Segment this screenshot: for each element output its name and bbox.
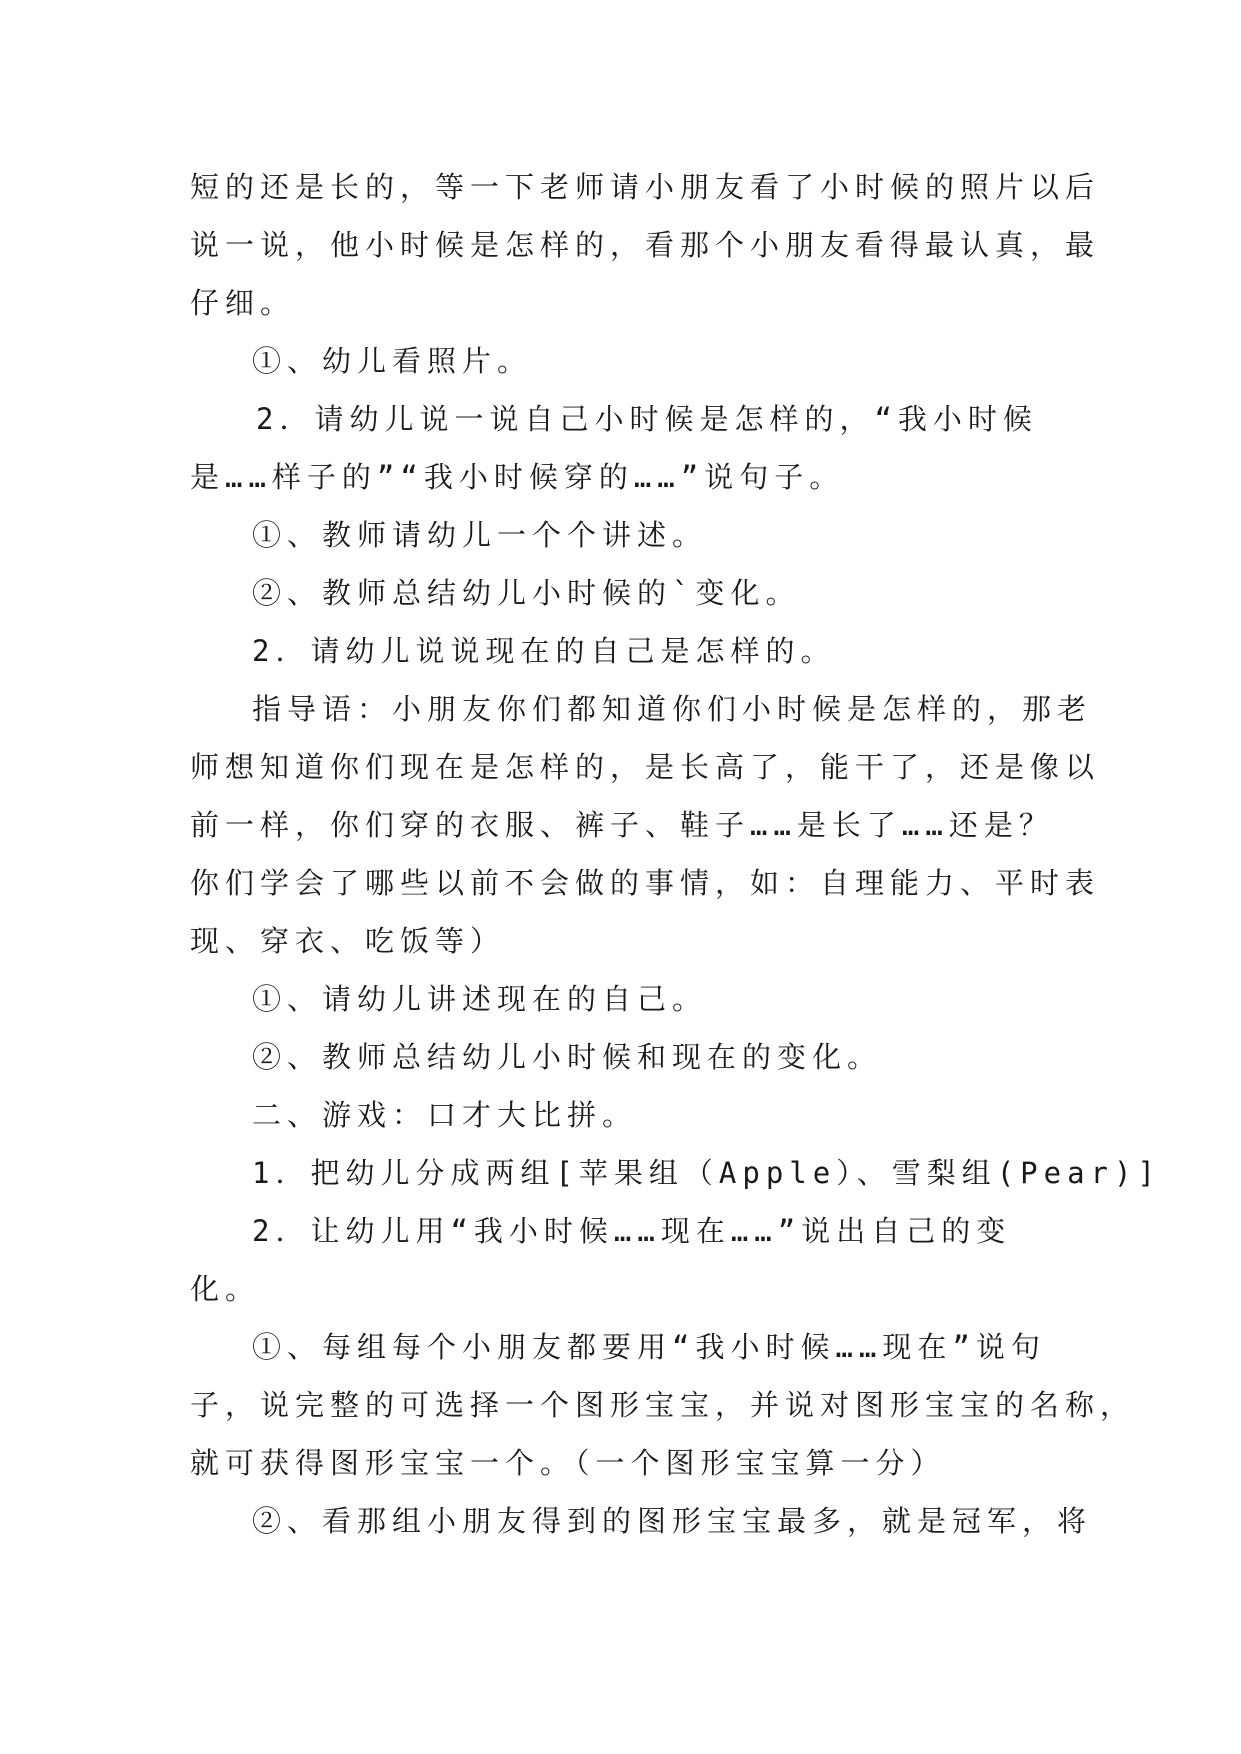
text-line: 2．请幼儿说说现在的自己是怎样的。: [252, 634, 836, 668]
text-line: 1．把幼儿分成两组[苹果组（Apple）、雪梨组(Pear)]: [252, 1156, 1161, 1190]
text-line: ②、教师总结幼儿小时候和现在的变化。: [252, 1040, 883, 1074]
text-line: ①、每组每个小朋友都要用“我小时候……现在”说句: [252, 1330, 1046, 1364]
text-line: ①、教师请幼儿一个个讲述。: [252, 518, 708, 552]
text-line: ①、请幼儿讲述现在的自己。: [252, 982, 708, 1016]
text-line: 说一说，他小时候是怎样的，看那个小朋友看得最认真，最: [190, 228, 1101, 262]
text-line: ①、幼儿看照片。: [252, 344, 533, 378]
text-line: 是……样子的”“我小时候穿的……”说句子。: [190, 460, 845, 494]
text-line: 2．让幼儿用“我小时候……现在……”说出自己的变: [252, 1214, 1012, 1248]
text-line: 化。: [190, 1272, 261, 1306]
text-line: 子，说完整的可选择一个图形宝宝，并说对图形宝宝的名称，: [190, 1388, 1136, 1422]
text-line: 师想知道你们现在是怎样的，是长高了，能干了，还是像以: [190, 750, 1101, 784]
text-line: ②、教师总结幼儿小时候的`变化。: [252, 576, 801, 610]
text-line: 2．请幼儿说一说自己小时候是怎样的，“我小时候: [256, 402, 1038, 436]
text-line: 指导语：小朋友你们都知道你们小时候是怎样的，那老: [252, 692, 1093, 726]
text-line: 现、穿衣、吃饭等）: [190, 924, 506, 958]
text-line: 就可获得图形宝宝一个。（一个图形宝宝算一分）: [190, 1446, 946, 1480]
text-line: 二、游戏：口才大比拼。: [252, 1098, 638, 1132]
text-line: 仔细。: [190, 286, 296, 320]
document-page: [190, 158, 1161, 1550]
text-line: 前一样，你们穿的衣服、裤子、鞋子……是长了……还是？: [190, 808, 1054, 842]
text-line: 短的还是长的，等一下老师请小朋友看了小时候的照片以后: [190, 170, 1101, 204]
text-line: ②、看那组小朋友得到的图形宝宝最多，就是冠军，将: [252, 1504, 1093, 1538]
text-line: 你们学会了哪些以前不会做的事情，如：自理能力、平时表: [190, 866, 1101, 900]
